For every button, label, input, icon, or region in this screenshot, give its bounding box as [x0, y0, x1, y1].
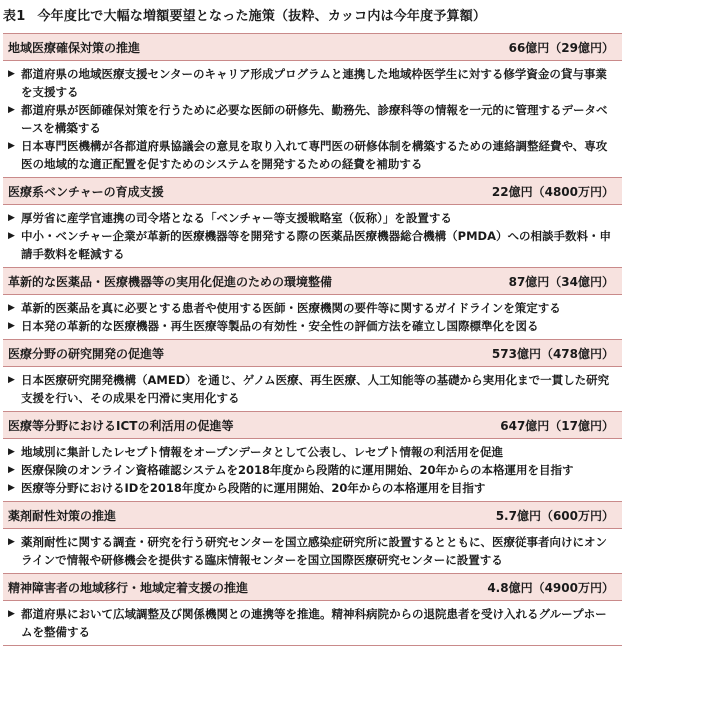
triangle-bullet-icon: ▶: [8, 321, 15, 331]
section-name: 薬剤耐性対策の推進: [8, 508, 117, 523]
section-header: [3, 268, 622, 295]
triangle-bullet-icon: ▶: [8, 213, 15, 223]
section-name: 医療分野の研究開発の促進等: [8, 346, 165, 361]
triangle-bullet-icon: ▶: [8, 465, 15, 475]
list-item: [8, 227, 618, 263]
list-item: [8, 461, 618, 479]
section-name: 革新的な医薬品・医療機器等の実用化促進のための環境整備: [8, 274, 333, 289]
list-item-text: 地域別に集計したレセプト情報をオープンデータとして公表し、レセプト情報の利活用を促進: [21, 445, 503, 459]
list-item: [8, 605, 618, 641]
section-header: [3, 340, 622, 367]
triangle-bullet-icon: ▶: [8, 375, 15, 385]
list-item: [8, 371, 618, 407]
list-item-text: 薬剤耐性に関する調査・研究を行う研究センターを国立感染症研究所に設置するとともに、医療従事者向けにオンラインで情報や研修機会を提供する臨床情報センターを国立国際医療研究センターに設置する: [21, 535, 608, 567]
list-item-text: 革新的医薬品を真に必要とする患者や使用する医師・医療機関の要件等に関するガイドラインを策定する: [21, 301, 561, 315]
section-body: [3, 367, 622, 412]
section-amount: 22億円（4800万円）: [491, 184, 614, 199]
section-body: [3, 601, 622, 646]
policy-table: [3, 33, 622, 646]
triangle-bullet-icon: ▶: [8, 231, 15, 241]
section-name: 医療等分野におけるICTの利活用の促進等: [8, 418, 234, 433]
section-header: [3, 412, 622, 439]
section-amount: 66億円（29億円）: [508, 40, 614, 55]
section-header: [3, 574, 622, 601]
section-body: [3, 205, 622, 268]
list-item-text: 医療保険のオンライン資格確認システムを2018年度から段階的に運用開始、20年からの本格運用を目指す: [21, 463, 574, 477]
list-item-text: 日本発の革新的な医療機器・再生医療等製品の有効性・安全性の評価方法を確立し国際標準化を図る: [21, 319, 539, 333]
triangle-bullet-icon: ▶: [8, 537, 15, 547]
section-header: [3, 178, 622, 205]
list-item: [8, 101, 618, 137]
triangle-bullet-icon: ▶: [8, 141, 15, 151]
triangle-bullet-icon: ▶: [8, 447, 15, 457]
triangle-bullet-icon: ▶: [8, 303, 15, 313]
list-item: [8, 443, 618, 461]
triangle-bullet-icon: ▶: [8, 483, 15, 493]
section-header: [3, 502, 622, 529]
section-header: [3, 34, 622, 61]
list-item-text: 都道府県において広域調整及び関係機関との連携等を推進。精神科病院からの退院患者を受け入れるグループホームを整備する: [21, 607, 607, 639]
list-item: [8, 209, 618, 227]
section-body: [3, 61, 622, 178]
list-item-text: 日本医療研究開発機構（AMED）を通じ、ゲノム医療、再生医療、人工知能等の基礎から実用化まで一貫した研究支援を行い、その成果を円滑に実用化する: [21, 373, 610, 405]
section-amount: 87億円（34億円）: [508, 274, 614, 289]
section-name: 精神障害者の地域移行・地域定着支援の推進: [8, 580, 249, 595]
list-item: [8, 317, 618, 335]
list-item: [8, 479, 618, 497]
section-amount: 4.8億円（4900万円）: [487, 580, 614, 595]
table-title: [3, 5, 486, 24]
triangle-bullet-icon: ▶: [8, 105, 15, 115]
triangle-bullet-icon: ▶: [8, 69, 15, 79]
list-item-text: 医療等分野におけるIDを2018年度から段階的に運用開始、20年からの本格運用を目指す: [21, 481, 486, 495]
section-amount: 647億円（17億円）: [500, 418, 614, 433]
section-body: [3, 295, 622, 340]
list-item-text: 都道府県の地域医療支援センターのキャリア形成プログラムと連携した地域枠医学生に対する修学資金の貸与事業を支援する: [21, 67, 607, 99]
list-item-text: 日本専門医機構が各都道府県協議会の意見を取り入れて専門医の研修体制を構築するための連絡調整経費や、専攻医の地域的な適正配置を促すためのシステムを開発するための経費を補助する: [21, 139, 608, 171]
section-amount: 573億円（478億円）: [491, 346, 614, 361]
list-item: [8, 299, 618, 317]
section-name: 地域医療確保対策の推進: [8, 40, 141, 55]
triangle-bullet-icon: ▶: [8, 609, 15, 619]
table-caption: 今年度比で大幅な増額要望となった施策（抜粋、カッコ内は今年度予算額）: [37, 9, 487, 24]
section-name: 医療系ベンチャーの育成支援: [8, 184, 164, 199]
list-item-text: 中小・ベンチャー企業が革新的医療機器等を開発する際の医薬品医療機器総合機構（PMDA）への相談手数料・申請手数料を軽減する: [21, 229, 611, 261]
list-item: [8, 137, 618, 173]
list-item: [8, 65, 618, 101]
section-body: [3, 439, 622, 502]
list-item: [8, 533, 618, 569]
section-amount: 5.7億円（600万円）: [495, 508, 614, 523]
table-number: 表1: [3, 9, 26, 24]
list-item-text: 厚労省に産学官連携の司令塔となる「ベンチャー等支援戦略室（仮称）」を設置する: [21, 211, 452, 225]
section-body: [3, 529, 622, 574]
list-item-text: 都道府県が医師確保対策を行うために必要な医師の研修先、勤務先、診療科等の情報を一元的に管理するデータベースを構築する: [21, 103, 608, 135]
